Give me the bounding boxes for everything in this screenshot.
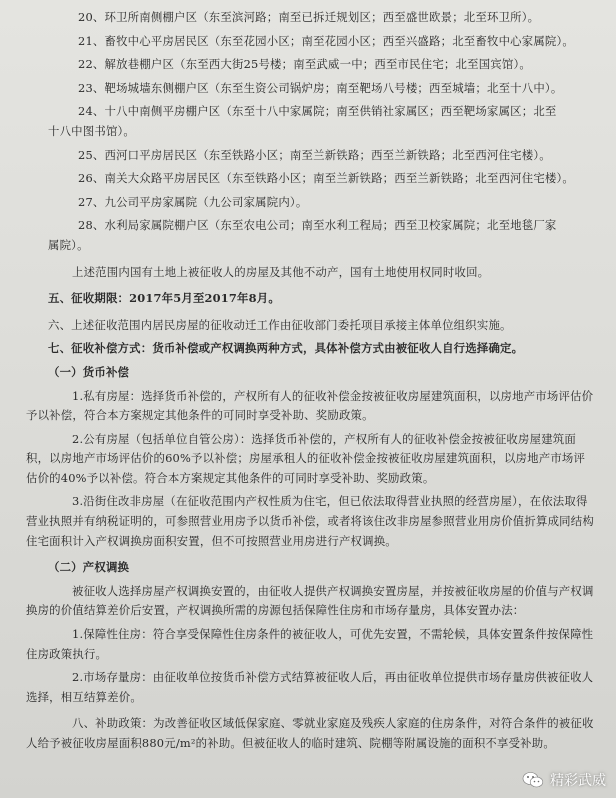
scope-note: 上述范围内国有土地上被征收人的房屋及其他不动产，国有土地使用权同时收回。 — [72, 264, 490, 279]
list-item: 28、水利局家属院棚户区（东至农电公司；南至水利工程局；西至卫校家属院；北至地毯厂家 — [78, 218, 557, 233]
section-6-implementation: 六、上述征收范围内居民房屋的征收动迁工作由征收部门委托项目承接主体单位组织实施。 — [48, 317, 512, 332]
monetary-item-private: 1.私有房屋：选择货币补偿的，产权所有人的征收补偿金按被征收房屋建筑面积，以房地产市场评估价予以补偿，符合本方案规定其他条件的可同时享受补助、奖励政策。 — [26, 388, 594, 423]
property-swap-item-affordable: 1.保障性住房：符合享受保障性住房条件的被征收人，可优先安置，不需轮候，具体安置条件按保障性住房政策执行。 — [26, 627, 594, 661]
sub-heading-property-swap: （二）产权调换 — [48, 560, 130, 575]
sub-heading-monetary: （一）货币补偿 — [48, 364, 130, 379]
section-5-period: 五、征收期限：2017年5月至2017年8月。 — [48, 291, 280, 306]
section-7-compensation: 七、征收补偿方式：货币补偿或产权调换两种方式，具体补偿方式由被征收人自行选择确定。 — [48, 341, 524, 356]
property-swap-item-market: 2.市场存量房：由征收单位按货币补偿方式结算被征收人后，再由征收单位提供市场存量房供被征收人选择，相互结算差价。 — [26, 670, 594, 704]
list-item: 23、靶场城墙东侧棚户区（东至生资公司锅炉房；南至靶场八号楼；西至城墙；北至十八中）。 — [78, 80, 563, 95]
list-item: 22、解放巷棚户区（东至西大街25号楼；南至武威一中；西至市民住宅；北至国宾馆）。 — [78, 57, 531, 72]
monetary-item-commercial: 3.沿街住改非房屋（在征收范围内产权性质为住宅，但已依法取得营业执照的经营房屋），在依法取得营业执照并有纳税证明的，可参照营业用房予以货币补偿，或者将该住改非房屋参照营业用房价值折算成同结构住宅面积计入产权调换房面积安置，但不可按照营业用房进行产权调换。 — [26, 494, 594, 548]
monetary-item-public: 2.公有房屋（包括单位自管公房）：选择货币补偿的，产权所有人的征收补偿金按被征收房屋建筑面积，以房地产市场评估价的60%予以补偿；房屋承租人的征收补偿金按被征收房屋建筑面积，以房地产市场评估价的40%予以补偿。符合本方案规定其他条件的可同时享受补助、奖励政策。 — [26, 431, 586, 485]
list-item: 24、十八中南侧平房棚户区（东至十八中家属院；南至供销社家属区；西至靶场家属区；北至 — [78, 104, 557, 119]
section-8-subsidy: 八、补助政策：为改善征收区域低保家庭、零就业家庭及残疾人家庭的住房条件，对符合条件的被征收人给予被征收房屋面积880元/m²的补助。但被征收人的临时建筑、院棚等附属设施的面积不享受补助。 — [26, 716, 594, 750]
list-item: 27、九公司平房家属院（九公司家属院内）。 — [78, 194, 308, 209]
watermark — [522, 770, 606, 790]
list-item: 21、畜牧中心平房居民区（东至花园小区；南至花园小区；西至兴盛路；北至畜牧中心家属院）。 — [78, 33, 575, 48]
watermark-text: 精彩武威 — [550, 773, 606, 789]
list-item-continuation: 属院）。 — [48, 237, 89, 252]
wechat-icon — [522, 771, 544, 789]
property-swap-intro: 被征收人选择房屋产权调换安置的，由征收人提供产权调换安置房屋，并按被征收房屋的价值与产权调换房的价值结算差价后安置，产权调换所需的房源包括保障性住房和市场存量房，具体安置办法： — [26, 583, 594, 618]
list-item: 25、西河口平房居民区（东至铁路小区；南至兰新铁路；西至兰新铁路；北至西河住宅楼）。 — [78, 147, 551, 162]
list-item: 26、南关大众路平房居民区（东至铁路小区；南至兰新铁路；西至兰新铁路；北至西河住宅楼）。 — [78, 171, 575, 186]
document-body — [26, 8, 594, 754]
list-item-continuation: 十八中图书馆）。 — [48, 123, 136, 138]
list-item: 20、环卫所南侧棚户区（东至滨河路；南至已拆迁规划区；西至盛世欧景；北至环卫所）。 — [78, 10, 540, 24]
